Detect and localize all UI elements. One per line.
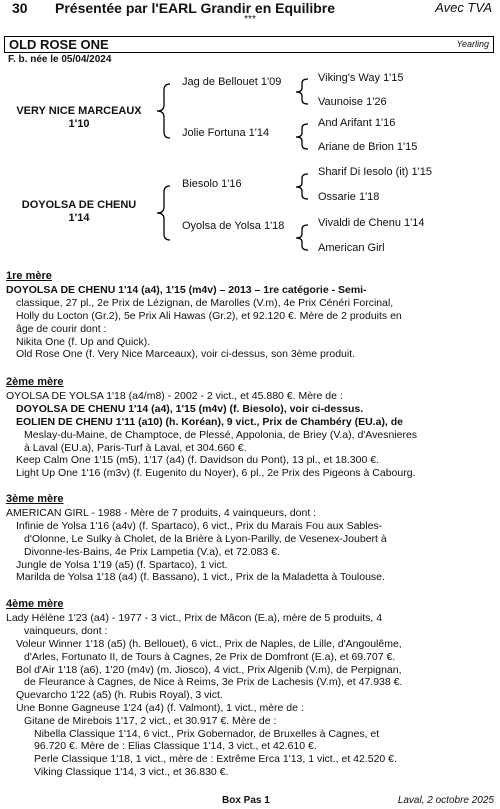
text-line: Perle Classique 1'18, 1 vict., mère de : Extrême Erca 1'13, 1 vict., et 42.520 €. [34,753,397,766]
text-line: DOYOLSA DE CHENU 1'14 (a4), 1'15 (m4v) – 2013 – 1re catégorie - Semi- [6,284,367,297]
stars-mark: *** [244,14,256,25]
horse-name: OLD ROSE ONE [9,37,109,52]
second-dam-section [6,376,496,480]
text-line: Quevarcho 1'22 (a5) (h. Rubis Royal), 3 vict. [16,689,223,702]
text-line: Meslay-du-Maine, de Champtoce, de Plessé, Appolonia, de Briey (V.a), d'Avesnieres [24,428,418,441]
dam-cell [4,199,154,226]
sire-sire: Jag de Bellouet 1'09 [182,76,282,88]
text-line: à Laval (EU.a), Paris-Turf à Laval, et 304.660 €. [24,441,247,454]
dam-dam: Oyolsa de Yolsa 1'18 [182,220,285,232]
ggp-5: Sharif Di Iesolo (it) 1'15 [318,166,432,178]
text-line: Bol d'Air 1'18 (a6), 1'20 (m4v) (m. Jiosco), 4 vict., Prix Algenib (V.m), de Perpignan, [16,663,402,676]
text-line: Keep Calm One 1'15 (m5), 1'17 (a4) (f. Davidson du Pont), 13 pl., et 18.300 €. [16,454,379,467]
ggp-7: Vivaldi de Chenu 1'14 [318,217,425,229]
section-heading: 2ème mère [6,376,64,388]
text-line: Light Up One 1'16 (m3v) (f. Eugenito du Noyer), 6 pl., 2e Prix des Pigeons à Cabourg. [16,467,416,480]
ggp-2: Vaunoise 1'26 [318,96,387,108]
section-heading: 3ème mère [6,493,64,505]
pedigree-tree [0,66,500,262]
section-heading: 1re mère [6,270,52,282]
horse-name-box [4,36,494,53]
place-date: Laval, 2 octobre 2025 [397,795,494,806]
section-heading: 4ème mère [6,598,64,610]
horse-category: Yearling [456,39,489,49]
text-line: Lady Hélène 1'23 (a4) - 1977 - 3 vict., Prix de Mâcon (E.a), mère de 5 produits, 4 [6,612,383,625]
text-line: Voleur Winner 1'18 (a5) (h. Bellouet), 6 vict., Prix de Naples, de Lille, d'Angoulême, [16,638,402,650]
sire-name: VERY NICE MARCEAUX [16,105,142,117]
ggp-1: Viking's Way 1'15 [318,72,404,84]
ggp-8: American Girl [318,242,385,254]
text-line: âge de courir dont : [16,322,107,335]
text-line: Une Bonne Gagneuse 1'24 (a4) (f. Valmont), 1 vict., mère de : [16,701,304,714]
catalog-header [0,0,500,28]
ggp-4: Ariane de Brion 1'15 [318,141,418,153]
page-footer [0,795,500,807]
text-line: Marilda de Yolsa 1'18 (a4) (f. Bassano), 1 vict., Prix de la Maladetta à Toulouse. [16,571,385,584]
birth-info: F. b. née le 05/04/2024 [8,54,112,65]
sire-dam: Jolie Fortuna 1'14 [182,127,270,139]
sire-time: 1'10 [68,118,90,131]
text-line: Nibella Classique 1'14, 6 vict., Prix Gobernador, de Bruxelles à Cagnes, et [34,727,380,740]
text-line: AMERICAN GIRL - 1988 - Mère de 7 produits, 4 vainqueurs, dont : [6,507,317,520]
lot-number: 30 [12,0,28,16]
text-line: Infinie de Yolsa 1'16 (a4v) (f. Spartaco), 6 vict., Prix du Marais Fou aux Sables- [16,520,383,533]
box-label: Box Pas 1 [222,795,270,806]
text-line: Jungle de Yolsa 1'19 (a5) (f. Spartaco), 1 vict. [16,558,228,571]
first-dam-section [6,270,496,361]
text-line: d'Arles, Fortunato II, de Tours à Cagnes, 2e Prix de Domfront (E.a), et 69.707 €. [24,650,396,663]
presenter-title: Présentée par l'EARL Grandir en Equilibre [55,0,336,16]
text-line: vainqueurs, dont : [24,625,108,638]
ggp-3: And Arifant 1'16 [318,117,396,129]
text-line: 96.720 €. Mère de : Elias Classique 1'14, 3 vict., et 42.610 €. [34,740,317,753]
text-line: d'Olonne, Le Sulky à Cholet, de la Brière à Lyon-Parilly, de Vesenex-Joubert à [24,533,387,545]
text-line: DOYOLSA DE CHENU 1'14 (a4), 1'15 (m4v) (f. Biesolo), voir ci-dessus. [16,403,364,416]
text-line: Nikita One (f. Up and Quick). [16,335,151,348]
text-line: Divonne-les-Bains, 4e Prix Lampetia (V.a), et 72.083 €. [24,545,280,558]
third-dam-section [6,493,496,584]
fourth-dam-section [6,598,496,779]
text-line: EOLIEN DE CHENU 1'11 (a10) (h. Koréan), 9 vict., Prix de Chambéry (EU.a), de [16,416,404,428]
text-line: classique, 27 pl., 2e Prix de Lézignan, de Marolles (V.m), 4e Prix Cénéri Forcinal, [16,297,394,310]
tva-note: Avec TVA [435,0,492,15]
text-line: Holly du Locton (Gr.2), 5e Prix Ali Hawas (Gr.2), et 92.120 €. Mère de 2 produits en [16,310,402,322]
dam-sire: Biesolo 1'16 [182,178,242,190]
text-line: Old Rose One (f. Very Nice Marceaux), voir ci-dessus, son 3ème produit. [16,348,356,361]
text-line: Gitane de Mirebois 1'17, 2 vict., et 30.917 €. Mère de : [24,714,277,727]
text-line: Viking Classique 1'14, 3 vict., et 36.830 €. [34,765,229,778]
dam-name: DOYOLSA DE CHENU [21,199,137,211]
ggp-6: Ossarie 1'18 [318,191,380,203]
text-line: OYOLSA DE YOLSA 1'18 (a4/m8) - 2002 - 2 vict., et 45.880 €. Mère de : [6,390,343,403]
dam-time: 1'14 [68,212,90,225]
sire-cell [4,105,154,132]
text-line: de Fleurance à Cagnes, de Nice à Reims, 3e Prix de Lachesis (V.m), et 47.938 €. [24,676,403,689]
